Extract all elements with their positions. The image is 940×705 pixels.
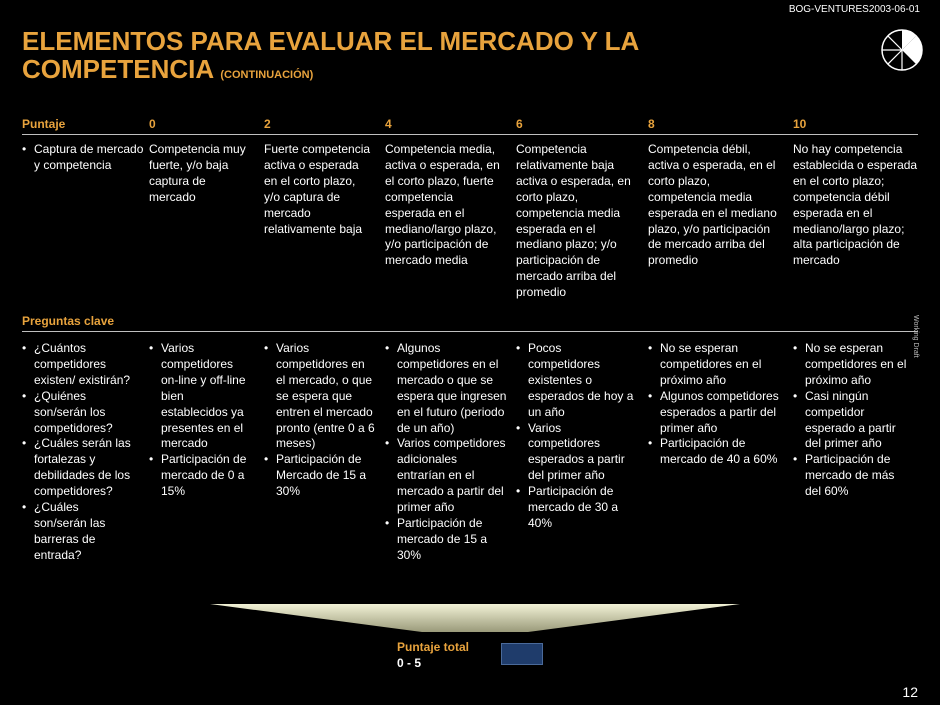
answer-item: • Participación de mercado de 30 a 40% xyxy=(516,484,636,532)
score-answers-10 xyxy=(793,341,911,500)
key-questions-divider xyxy=(22,331,918,332)
answer-item: • Participación de Mercado de 15 a 30% xyxy=(264,452,376,500)
score-header-label: Puntaje xyxy=(22,117,66,131)
total-score-range: 0 - 5 xyxy=(397,656,422,670)
wheel-logo-icon xyxy=(880,28,924,72)
score-description-2: Fuerte competencia activa o esperada en el corto plazo, y/o captura de mercado relativamente baja xyxy=(264,142,371,236)
document-id: BOG-VENTURES2003-06-01 xyxy=(788,4,920,15)
answer-item: • No se esperan competidores en el próximo año xyxy=(648,341,780,389)
page-title xyxy=(22,27,742,89)
title-line-2 xyxy=(22,55,742,89)
score-description-4: Competencia media, activa o esperada, en el corto plazo, fuerte competencia esperada en el mediano/largo plazo, y/o participación de mercado media xyxy=(385,142,500,268)
score-header-2: 2 xyxy=(264,117,271,131)
score-answers-2 xyxy=(264,341,376,500)
score-header-4: 4 xyxy=(385,117,392,131)
score-answers-0 xyxy=(149,341,249,500)
title-line-1: ELEMENTOS PARA EVALUAR EL MERCADO Y LA xyxy=(22,26,640,56)
title-line-2-text: COMPETENCIA xyxy=(22,54,214,84)
answer-item: • Algunos competidores esperados a partir del primer año xyxy=(648,389,780,437)
working-draft-label: Working Draft xyxy=(912,315,919,358)
key-question-item: • ¿Cuáles serán las fortalezas y debilidades de los competidores? xyxy=(22,436,134,500)
score-header-0: 0 xyxy=(149,117,156,131)
score-answers-8 xyxy=(648,341,780,468)
answer-item: • Participación de mercado de 40 a 60% xyxy=(648,436,780,468)
title-subtitle: (CONTINUACIÓN) xyxy=(220,69,314,81)
answer-item: • Participación de mercado de 15 a 30% xyxy=(385,516,507,564)
score-description-10: No hay competencia establecida o esperada en el corto plazo; competencia débil esperada en el mediano/largo plazo; alta participación de mercado xyxy=(793,142,918,268)
answer-item: • No se esperan competidores en el próximo año xyxy=(793,341,911,389)
header-divider xyxy=(22,134,918,135)
score-header-8: 8 xyxy=(648,117,655,131)
total-score-box[interactable] xyxy=(501,643,543,665)
answer-item: • Varios competidores adicionales entrarían en el mercado a partir del primer año xyxy=(385,436,507,516)
score-answers-4 xyxy=(385,341,507,564)
answer-item: • Pocos competidores existentes o esperados de hoy a un año xyxy=(516,341,636,421)
answer-item: • Participación de mercado de más del 60% xyxy=(793,452,911,500)
key-question-item: • ¿Cuáles son/serán las barreras de entrada? xyxy=(22,500,134,564)
score-answers-6 xyxy=(516,341,636,532)
score-header-6: 6 xyxy=(516,117,523,131)
answer-item: • Varios competidores on-line y off-line bien establecidos ya presentes en el mercado xyxy=(149,341,249,452)
funnel-arrow-icon xyxy=(210,604,740,632)
page-number: 12 xyxy=(902,684,918,700)
score-description-8: Competencia débil, activa o esperada, en el corto plazo, competencia media esperada en el mediano plazo, y/o participación de mercado arriba del promedio xyxy=(648,142,777,268)
answer-item: • Participación de mercado de 0 a 15% xyxy=(149,452,249,500)
criterion-item: • Captura de mercado y competencia xyxy=(22,142,144,174)
answer-item: • Algunos competidores en el mercado o que se espera que ingresen en el futuro (periodo de un año) xyxy=(385,341,507,436)
score-header-10: 10 xyxy=(793,117,807,131)
score-description-0: Competencia muy fuerte, y/o baja captura de mercado xyxy=(149,142,246,204)
key-questions-list xyxy=(22,341,134,564)
key-questions-label: Preguntas clave xyxy=(22,314,115,328)
total-score-label: Puntaje total xyxy=(397,640,470,654)
answer-item: • Casi ningún competidor esperado a partir del primer año xyxy=(793,389,911,453)
answer-item: • Varios competidores esperados a partir del primer año xyxy=(516,421,636,485)
key-question-item: • ¿Quiénes son/serán los competidores? xyxy=(22,389,134,437)
answer-item: • Varios competidores en el mercado, o que se espera que entren el mercado pronto (entre 0 a 6 meses) xyxy=(264,341,376,452)
key-question-item: • ¿Cuántos competidores existen/ existirán? xyxy=(22,341,134,389)
score-description-6: Competencia relativamente baja activa o esperada, en corto plazo, competencia media esperada en el mediano plazo; y/o participación de mercado arriba del promedio xyxy=(516,142,631,300)
